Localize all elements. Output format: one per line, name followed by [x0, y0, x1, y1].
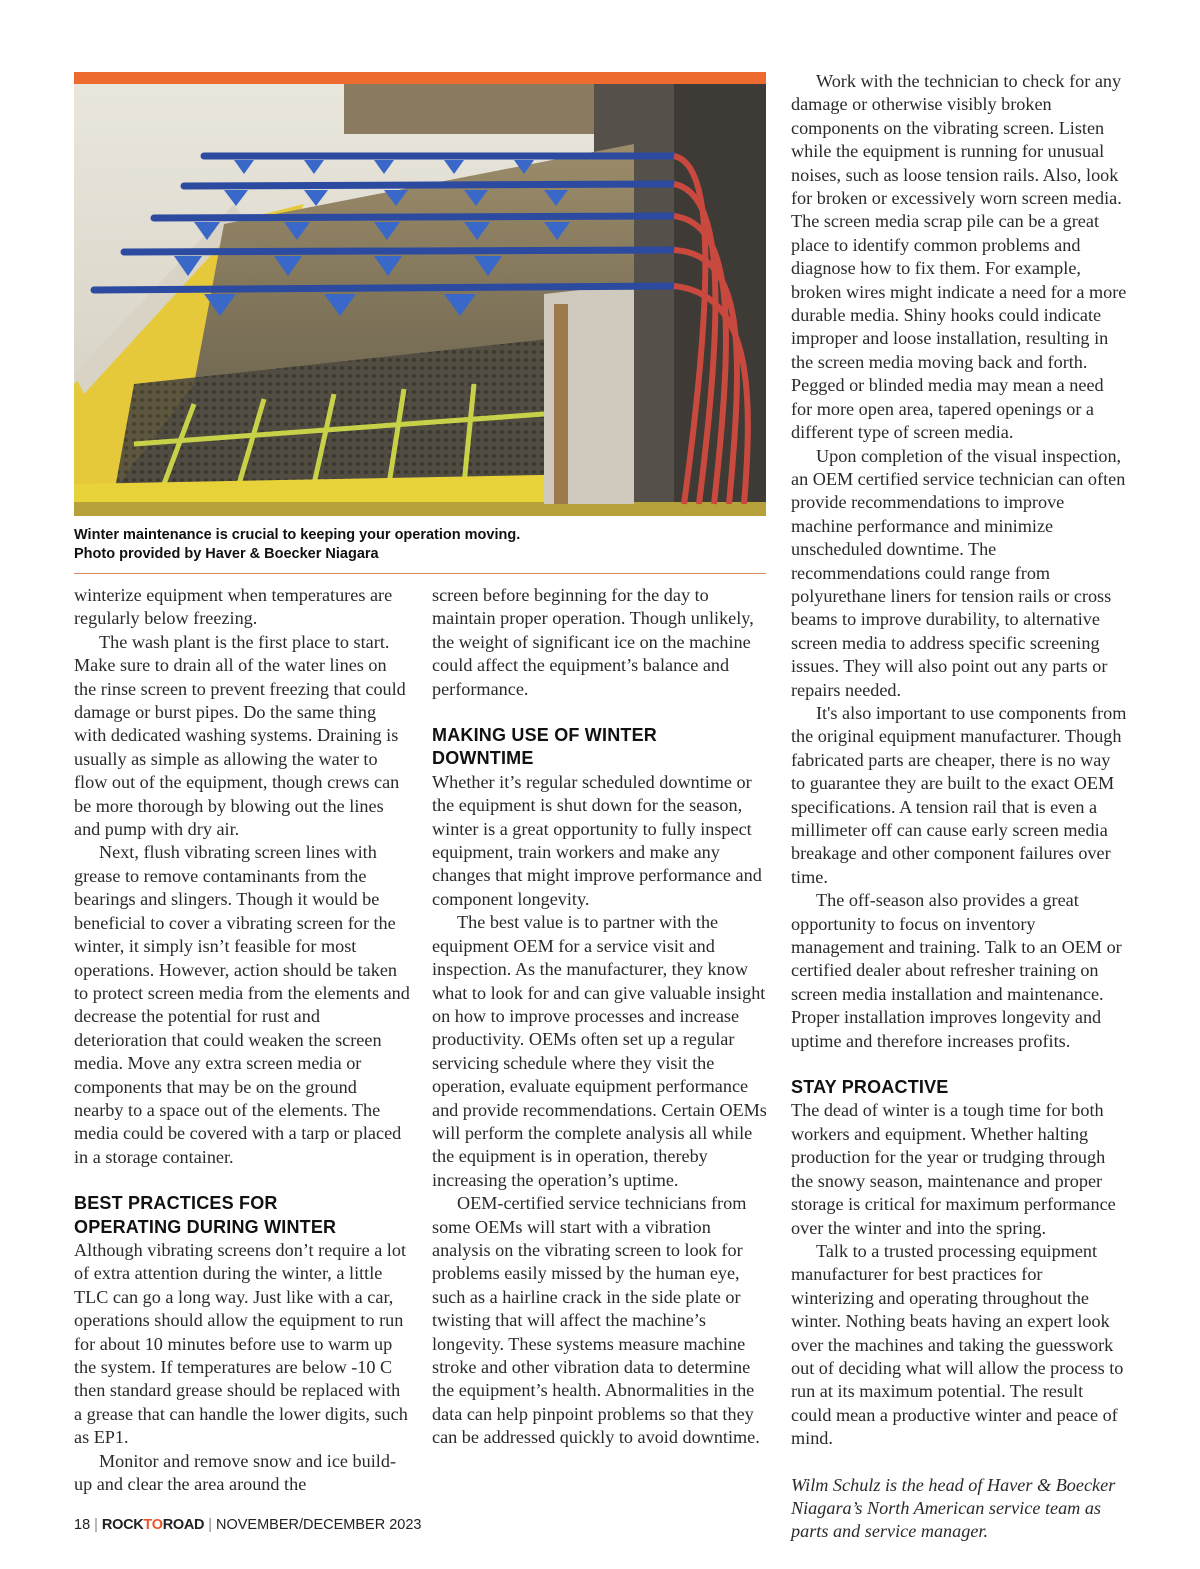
magazine-logo: ROCKTOROAD: [101, 1517, 205, 1533]
heading-line: MAKING USE OF WINTER: [432, 725, 657, 746]
heading-line: DOWNTIME: [432, 748, 534, 769]
paragraph: screen before beginning for the day to maintain proper operation. Though unlikely, the weight of significant ice on the machine could affect the equipment’s balance and performance.: [432, 585, 754, 699]
issue-date: NOVEMBER/DECEMBER 2023: [215, 1517, 422, 1533]
caption-line-2: Photo provided by Haver & Boecker Niagara: [74, 546, 379, 562]
article-photo: [74, 84, 766, 516]
paragraph: The off-season also provides a great opportunity to focus on inventory management and training. Talk to an OEM or certified dealer about refresher training on screen media installation and maintenance. Proper installation improves longevity and uptime and therefore increases profits.: [791, 890, 1122, 1051]
caption-line-1: Winter maintenance is crucial to keeping your operation moving.: [74, 527, 521, 543]
paragraph: It's also important to use components from the original equipment manufacturer. Though fabricated parts are cheaper, there is no way to guarantee they are built to the exact OEM specifications. A tension rail that is even a millimeter off can cause early screen media breakage and other component failures over time.: [791, 702, 1127, 887]
section-heading-stay-proactive: STAY PROACTIVE: [791, 1077, 949, 1098]
paragraph: The dead of winter is a tough time for both workers and equipment. Whether halting production for the year or trudging through the snowy season, maintenance and proper storage is critical for maximum performance over the winter and into the spring.: [791, 1100, 1116, 1238]
heading-line: OPERATING DURING WINTER: [74, 1216, 337, 1237]
photo-accent-bar: [74, 72, 766, 84]
paragraph: winterize equipment when temperatures are regularly below freezing.: [74, 585, 393, 629]
paragraph: The best value is to partner with the equipment OEM for a service visit and inspection. As the manufacturer, they know what to look for and can give valuable insight on how to improve processes and increase productivity. OEMs often set up a regular servicing schedule where they visit the operation, evaluate equipment performance and provide recommendations. Certain OEMs will perform the complete analysis all while the equipment is in operation, thereby increasing the operation’s uptime.: [432, 912, 767, 1190]
paragraph: Monitor and remove snow and ice build-up and clear the area around the: [74, 1450, 396, 1495]
paragraph: Whether it’s regular scheduled downtime or the equipment is shut down for the season, winter is a great opportunity to fully inspect equipment, train workers and make any changes that might improve performance and component longevity.: [432, 771, 762, 909]
heading-line: BEST PRACTICES FOR: [74, 1193, 278, 1214]
section-heading-winter-downtime: [432, 724, 768, 771]
paragraph: Talk to a trusted processing equipment manufacturer for best practices for winterizing and operating throughout the winter. Nothing beats having an expert look over the machines and taking the guesswork out of deciding what will allow the process to run at its maximum potential. The result could mean a productive winter and peace of mind.: [791, 1240, 1124, 1449]
author-bio: Wilm Schulz is the head of Haver & Boecker Niagara’s North American service team as parts and service manager.: [791, 1474, 1116, 1542]
article-column-3: [791, 70, 1128, 1544]
paragraph: Upon completion of the visual inspection, an OEM certified service technician can often provide recommendations to improve machine performance and minimize unscheduled downtime. The recommendations could range from polyurethane liners for tension rails or cross beams to improve durability, to alternative screen media to address specific screening issues. They will also point out any parts or repairs needed.: [791, 445, 1126, 700]
paragraph: Next, flush vibrating screen lines with grease to remove contaminants from the bearings and slingers. Though it would be beneficial to cover a vibrating screen for the winter, it simply isn’t feasible for most operations. However, action should be taken to protect screen media from the elements and decrease the potential for rust and deterioration that could weaken the screen media. Move any extra screen media or components that may be on the ground nearby to a space out of the elements. The media could be covered with a tarp or placed in a storage container.: [74, 842, 410, 1167]
section-heading-best-practices: [74, 1192, 410, 1239]
photo-caption: [74, 526, 766, 564]
paragraph: OEM-certified service technicians from some OEMs will start with a vibration analysis on the vibrating screen to look for problems easily missed by the human eye, such as a hairline crack in the side plate or twisting that will affect the machine’s longevity. These systems measure machine stroke and other vibration data to determine the equipment’s health. Abnormalities in the data can help pinpoint problems so that they can be addressed quickly to avoid downtime.: [432, 1193, 760, 1448]
paragraph: Although vibrating screens don’t require a lot of extra attention during the winter, a little TLC can go a long way. Just like with a car, operations should allow the equipment to run for about 10 minutes before use to warm up the system. If temperatures are below -10 C then standard grease should be replaced with a grease that can handle the lower digits, such as EP1.: [74, 1239, 408, 1448]
paragraph: The wash plant is the first place to start. Make sure to drain all of the water lines on the rinse screen to prevent freezing that could damage or burst pipes. Do the same thing with dedicated washing systems. Draining is usually as simple as allowing the water to flow out of the equipment, though crews can be more thorough by blowing out the lines and pump with dry air.: [74, 631, 406, 840]
page-footer: 18 | ROCKTOROAD | NOVEMBER/DECEMBER 2023: [74, 1517, 422, 1533]
article-column-2: [432, 584, 768, 1450]
page-number: 18: [74, 1517, 91, 1533]
paragraph: Work with the technician to check for any damage or otherwise visibly broken components on the vibrating screen. Listen while the equipment is running for unusual noises, such as loose tension rails. Also, look for broken or excessively worn screen media. The screen media scrap pile can be a great place to identify common problems and diagnose how to fix them. For example, broken wires might indicate a need for a more durable media. Shiny hooks could indicate improper and loose installation, resulting in the screen media moving back and forth. Pegged or blinded media may mean a need for more open area, tapered openings or a different type of screen media.: [791, 71, 1127, 443]
vibrating-screen-photo: [74, 84, 766, 516]
caption-divider: [74, 573, 766, 574]
article-column-1: [74, 584, 410, 1496]
